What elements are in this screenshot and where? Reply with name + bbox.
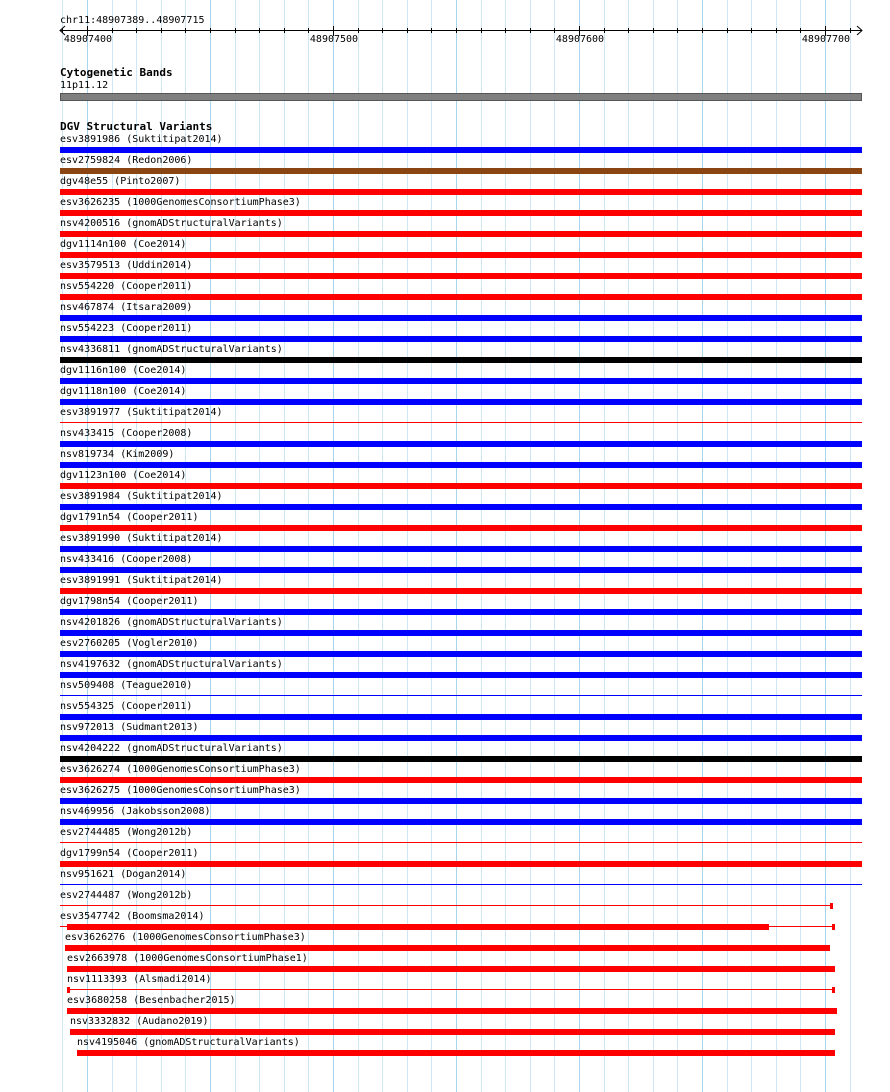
- dgv-feature-label[interactable]: esv3626276 (1000GenomesConsortiumPhase3): [65, 932, 306, 943]
- dgv-feature-label[interactable]: dgv48e55 (Pinto2007): [60, 176, 181, 187]
- dgv-feature-bar[interactable]: [60, 504, 862, 510]
- dgv-feature-label[interactable]: nsv4336811 (gnomADStructuralVariants): [60, 344, 283, 355]
- dgv-feature-bar[interactable]: [67, 966, 835, 972]
- dgv-feature-label[interactable]: nsv554325 (Cooper2011): [60, 701, 193, 712]
- dgv-feature-bar[interactable]: [832, 987, 835, 993]
- dgv-feature-label[interactable]: esv2744485 (Wong2012b): [60, 827, 193, 838]
- dgv-feature-label[interactable]: esv3891990 (Suktitipat2014): [60, 533, 223, 544]
- dgv-feature-label[interactable]: nsv1113393 (Alsmadi2014): [67, 974, 212, 985]
- dgv-feature-connector[interactable]: [60, 842, 862, 843]
- cytoband-bar[interactable]: [60, 93, 862, 101]
- dgv-feature-label[interactable]: dgv1798n54 (Cooper2011): [60, 596, 199, 607]
- dgv-feature-label[interactable]: esv3891991 (Suktitipat2014): [60, 575, 223, 586]
- dgv-feature-bar[interactable]: [60, 861, 862, 867]
- dgv-track-title: DGV Structural Variants: [60, 120, 213, 133]
- dgv-feature-bar[interactable]: [60, 441, 862, 447]
- dgv-feature-bar[interactable]: [60, 315, 862, 321]
- dgv-feature-label[interactable]: esv3891986 (Suktitipat2014): [60, 134, 223, 145]
- dgv-feature-label[interactable]: dgv1123n100 (Coe2014): [60, 470, 187, 481]
- ruler-axis: [0, 22, 890, 72]
- dgv-feature-label[interactable]: nsv4200516 (gnomADStructuralVariants): [60, 218, 283, 229]
- dgv-feature-label[interactable]: esv3626235 (1000GenomesConsortiumPhase3): [60, 197, 301, 208]
- dgv-feature-label[interactable]: esv3547742 (Boomsma2014): [60, 911, 205, 922]
- dgv-feature-bar[interactable]: [60, 819, 862, 825]
- dgv-feature-connector[interactable]: [60, 926, 67, 927]
- dgv-feature-connector[interactable]: [60, 695, 862, 696]
- dgv-feature-label[interactable]: nsv951621 (Dogan2014): [60, 869, 187, 880]
- dgv-feature-bar[interactable]: [60, 168, 862, 174]
- ruler-tick-label: 48907500: [309, 34, 359, 45]
- dgv-feature-bar[interactable]: [60, 777, 862, 783]
- dgv-feature-connector[interactable]: [60, 884, 862, 885]
- dgv-feature-label[interactable]: nsv433416 (Cooper2008): [60, 554, 193, 565]
- dgv-feature-label[interactable]: nsv4197632 (gnomADStructuralVariants): [60, 659, 283, 670]
- dgv-feature-label[interactable]: nsv554220 (Cooper2011): [60, 281, 193, 292]
- dgv-feature-bar[interactable]: [77, 1050, 835, 1056]
- dgv-feature-bar[interactable]: [832, 924, 835, 930]
- dgv-feature-label[interactable]: esv3891977 (Suktitipat2014): [60, 407, 223, 418]
- dgv-feature-label[interactable]: dgv1114n100 (Coe2014): [60, 239, 187, 250]
- dgv-feature-bar[interactable]: [60, 294, 862, 300]
- dgv-feature-bar[interactable]: [65, 945, 830, 951]
- dgv-feature-bar[interactable]: [70, 1029, 835, 1035]
- ruler-tick-label: 48907600: [555, 34, 605, 45]
- dgv-feature-label[interactable]: nsv4204222 (gnomADStructuralVariants): [60, 743, 283, 754]
- dgv-feature-bar[interactable]: [60, 651, 862, 657]
- dgv-feature-bar[interactable]: [60, 735, 862, 741]
- dgv-feature-label[interactable]: dgv1799n54 (Cooper2011): [60, 848, 199, 859]
- dgv-feature-label[interactable]: esv3626275 (1000GenomesConsortiumPhase3): [60, 785, 301, 796]
- dgv-feature-bar[interactable]: [60, 357, 862, 363]
- dgv-feature-label[interactable]: nsv554223 (Cooper2011): [60, 323, 193, 334]
- dgv-feature-label[interactable]: esv3579513 (Uddin2014): [60, 260, 193, 271]
- dgv-feature-connector[interactable]: [769, 926, 835, 927]
- dgv-feature-label[interactable]: nsv4201826 (gnomADStructuralVariants): [60, 617, 283, 628]
- dgv-feature-label[interactable]: nsv972013 (Sudmant2013): [60, 722, 199, 733]
- dgv-feature-bar[interactable]: [67, 1008, 837, 1014]
- dgv-feature-label[interactable]: dgv1791n54 (Cooper2011): [60, 512, 199, 523]
- cytoband-track-title: Cytogenetic Bands: [60, 66, 173, 79]
- ruler-position-text: chr11:48907389..48907715: [60, 15, 205, 26]
- dgv-feature-label[interactable]: esv2663978 (1000GenomesConsortiumPhase1): [67, 953, 308, 964]
- dgv-feature-connector[interactable]: [67, 989, 835, 990]
- dgv-feature-label[interactable]: esv3680258 (Besenbacher2015): [67, 995, 236, 1006]
- dgv-feature-label[interactable]: nsv3332832 (Audano2019): [70, 1016, 209, 1027]
- dgv-feature-connector[interactable]: [60, 905, 832, 906]
- dgv-feature-bar[interactable]: [60, 609, 862, 615]
- dgv-feature-bar[interactable]: [67, 987, 70, 993]
- dgv-feature-bar[interactable]: [60, 336, 862, 342]
- dgv-feature-label[interactable]: nsv467874 (Itsara2009): [60, 302, 193, 313]
- dgv-feature-label[interactable]: esv2759824 (Redon2006): [60, 155, 193, 166]
- dgv-feature-bar[interactable]: [60, 399, 862, 405]
- dgv-feature-bar[interactable]: [830, 903, 833, 909]
- dgv-feature-label[interactable]: dgv1116n100 (Coe2014): [60, 365, 187, 376]
- dgv-feature-bar[interactable]: [60, 483, 862, 489]
- ruler-tick-label: 48907700: [801, 34, 851, 45]
- dgv-feature-bar[interactable]: [60, 189, 862, 195]
- dgv-feature-bar[interactable]: [60, 462, 862, 468]
- dgv-feature-label[interactable]: nsv4195046 (gnomADStructuralVariants): [77, 1037, 300, 1048]
- dgv-feature-bar[interactable]: [60, 378, 862, 384]
- dgv-feature-bar[interactable]: [60, 588, 862, 594]
- dgv-feature-label[interactable]: nsv509408 (Teague2010): [60, 680, 193, 691]
- dgv-feature-bar[interactable]: [60, 546, 862, 552]
- dgv-feature-bar[interactable]: [60, 252, 862, 258]
- dgv-feature-connector[interactable]: [60, 422, 862, 423]
- dgv-feature-bar[interactable]: [67, 924, 769, 930]
- dgv-feature-bar[interactable]: [60, 630, 862, 636]
- dgv-feature-label[interactable]: esv3626274 (1000GenomesConsortiumPhase3): [60, 764, 301, 775]
- cytoband-label: 11p11.12: [60, 80, 109, 91]
- dgv-feature-bar[interactable]: [60, 210, 862, 216]
- dgv-feature-label[interactable]: nsv469956 (Jakobsson2008): [60, 806, 211, 817]
- dgv-feature-bar[interactable]: [60, 672, 862, 678]
- dgv-feature-bar[interactable]: [60, 756, 862, 762]
- dgv-feature-bar[interactable]: [60, 231, 862, 237]
- dgv-feature-bar[interactable]: [60, 798, 862, 804]
- dgv-feature-bar[interactable]: [60, 714, 862, 720]
- dgv-feature-bar[interactable]: [60, 567, 862, 573]
- dgv-feature-label[interactable]: esv3891984 (Suktitipat2014): [60, 491, 223, 502]
- dgv-feature-label[interactable]: esv2744487 (Wong2012b): [60, 890, 193, 901]
- dgv-feature-bar[interactable]: [60, 273, 862, 279]
- dgv-feature-bar[interactable]: [60, 147, 862, 153]
- dgv-feature-label[interactable]: esv2760205 (Vogler2010): [60, 638, 199, 649]
- dgv-feature-label[interactable]: nsv819734 (Kim2009): [60, 449, 175, 460]
- dgv-feature-bar[interactable]: [60, 525, 862, 531]
- dgv-feature-label[interactable]: dgv1118n100 (Coe2014): [60, 386, 187, 397]
- ruler-tick-label: 48907400: [63, 34, 113, 45]
- dgv-feature-label[interactable]: nsv433415 (Cooper2008): [60, 428, 193, 439]
